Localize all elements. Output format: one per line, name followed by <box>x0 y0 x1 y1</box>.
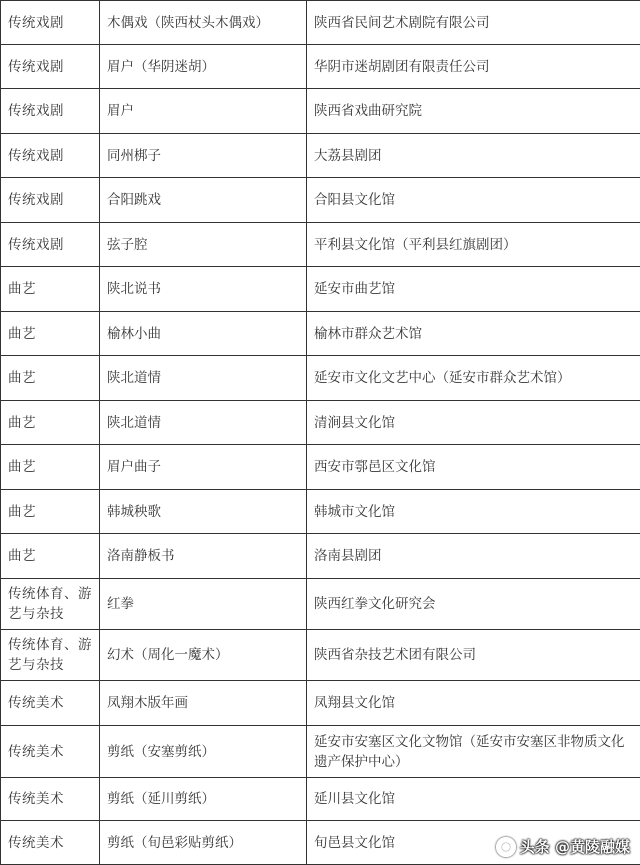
unit-cell: 平利县文化馆（平利县红旗剧团） <box>307 223 640 267</box>
category-cell: 曲艺 <box>1 267 100 312</box>
category-cell: 曲艺 <box>1 356 100 401</box>
project-cell: 眉户（华阴迷胡） <box>100 45 307 89</box>
unit-cell: 陕西省杂技艺术团有限公司 <box>307 630 640 681</box>
category-cell: 传统戏剧 <box>1 178 100 223</box>
watermark-logo-icon <box>496 837 516 857</box>
unit-cell: 大荔县剧团 <box>307 134 640 178</box>
heritage-table-body <box>1 1 640 865</box>
unit-cell: 延安市曲艺馆 <box>307 267 640 312</box>
category-cell: 传统美术 <box>1 778 100 821</box>
unit-cell: 陕西红拳文化研究会 <box>307 579 640 630</box>
unit-cell: 旬邑县文化馆 <box>307 821 640 865</box>
unit-cell: 凤翔县文化馆 <box>307 681 640 726</box>
table-row <box>1 267 640 312</box>
project-cell: 剪纸（旬邑彩贴剪纸） <box>100 821 307 865</box>
watermark-text: 头条 @黄陵融媒 <box>519 838 630 856</box>
category-cell: 曲艺 <box>1 534 100 579</box>
unit-cell: 韩城市文化馆 <box>307 490 640 534</box>
project-cell: 弦子腔 <box>100 223 307 267</box>
category-cell: 传统戏剧 <box>1 134 100 178</box>
category-cell: 传统戏剧 <box>1 1 100 45</box>
project-cell: 剪纸（延川剪纸） <box>100 778 307 821</box>
project-cell: 同州梆子 <box>100 134 307 178</box>
project-cell: 木偶戏（陕西杖头木偶戏） <box>100 1 307 45</box>
table-row <box>1 579 640 630</box>
table-row <box>1 534 640 579</box>
category-cell: 曲艺 <box>1 490 100 534</box>
project-cell: 陕北道情 <box>100 356 307 401</box>
category-cell: 曲艺 <box>1 312 100 356</box>
table-row <box>1 681 640 726</box>
project-cell: 合阳跳戏 <box>100 178 307 223</box>
category-cell: 传统美术 <box>1 726 100 778</box>
category-cell: 曲艺 <box>1 445 100 490</box>
project-cell: 凤翔木版年画 <box>100 681 307 726</box>
project-cell: 剪纸（安塞剪纸） <box>100 726 307 778</box>
category-cell: 传统体育、游艺与杂技 <box>1 630 100 681</box>
category-cell: 传统体育、游艺与杂技 <box>1 579 100 630</box>
table-row <box>1 401 640 445</box>
table-row <box>1 630 640 681</box>
table-row <box>1 445 640 490</box>
unit-cell: 延安市文化文艺中心（延安市群众艺术馆） <box>307 356 640 401</box>
project-cell: 眉户 <box>100 89 307 134</box>
table-row <box>1 178 640 223</box>
unit-cell: 华阴市迷胡剧团有限责任公司 <box>307 45 640 89</box>
table-row <box>1 312 640 356</box>
category-cell: 传统戏剧 <box>1 89 100 134</box>
unit-cell: 榆林市群众艺术馆 <box>307 312 640 356</box>
unit-cell: 清涧县文化馆 <box>307 401 640 445</box>
project-cell: 韩城秧歌 <box>100 490 307 534</box>
category-cell: 曲艺 <box>1 401 100 445</box>
unit-cell: 陕西省戏曲研究院 <box>307 89 640 134</box>
unit-cell: 陕西省民间艺术剧院有限公司 <box>307 1 640 45</box>
unit-cell: 洛南县剧团 <box>307 534 640 579</box>
project-cell: 眉户曲子 <box>100 445 307 490</box>
table-row <box>1 726 640 778</box>
table-row <box>1 1 640 45</box>
table-row <box>1 223 640 267</box>
category-cell: 传统戏剧 <box>1 45 100 89</box>
unit-cell: 延川县文化馆 <box>307 778 640 821</box>
table-row <box>1 356 640 401</box>
project-cell: 幻术（周化一魔术） <box>100 630 307 681</box>
category-cell: 传统美术 <box>1 821 100 865</box>
unit-cell: 西安市鄠邑区文化馆 <box>307 445 640 490</box>
table-row <box>1 89 640 134</box>
project-cell: 红拳 <box>100 579 307 630</box>
project-cell: 陕北道情 <box>100 401 307 445</box>
unit-cell: 延安市安塞区文化文物馆（延安市安塞区非物质文化遗产保护中心） <box>307 726 640 778</box>
watermark <box>496 836 630 857</box>
table-row <box>1 778 640 821</box>
table-row <box>1 490 640 534</box>
project-cell: 陕北说书 <box>100 267 307 312</box>
category-cell: 传统戏剧 <box>1 223 100 267</box>
table-row <box>1 45 640 89</box>
table-row <box>1 134 640 178</box>
unit-cell: 合阳县文化馆 <box>307 178 640 223</box>
category-cell: 传统美术 <box>1 681 100 726</box>
project-cell: 洛南静板书 <box>100 534 307 579</box>
project-cell: 榆林小曲 <box>100 312 307 356</box>
